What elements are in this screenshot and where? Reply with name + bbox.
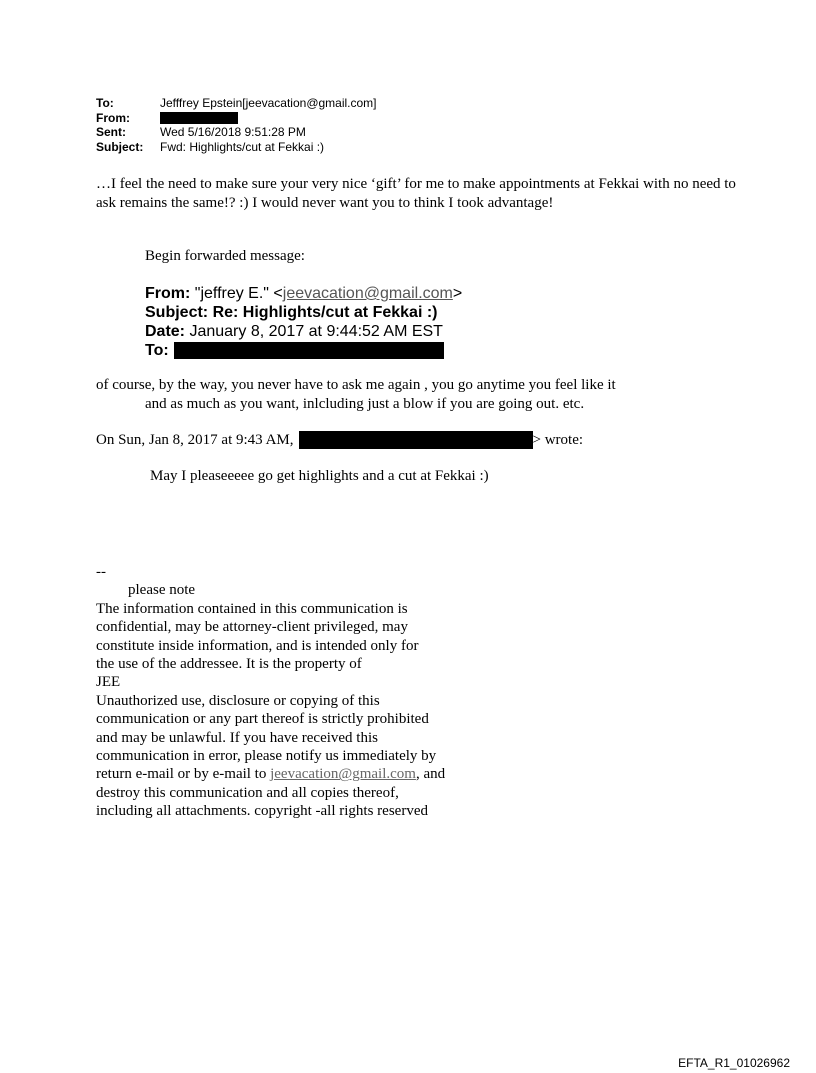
signature-dashes: -- [96,564,106,580]
forwarded-from-name: "jeffrey E." < [190,285,283,302]
disclaimer-block [96,563,445,821]
disclaimer-line: including all attachments. copyright -all rights reserved [96,803,428,820]
header-to-label: To: [96,96,114,110]
disclaimer-email-suffix: , and [415,766,446,783]
disclaimer-line: Unauthorized use, disclosure or copying of this [96,692,380,709]
disclaimer-line: communication in error, please notify us immediately by [96,748,437,765]
disclaimer-email-prefix: return e-mail or by e-mail to [96,766,271,783]
header-to-value: Jefffrey Epstein[jeevacation@gmail.com] [160,96,377,110]
quote-attribution-suffix: > wrote: [532,431,584,448]
forwarded-date-label: Date: [145,323,186,340]
forwarded-to-label: To: [145,342,169,359]
forwarded-from-row [145,284,462,303]
redaction-bar [174,342,444,359]
quote-attribution-prefix: On Sun, Jan 8, 2017 at 9:43 AM, [96,431,294,448]
quote-attribution [96,431,583,449]
document-id: EFTA_R1_01026962 [678,1056,790,1070]
header-sent-value: Wed 5/16/2018 9:51:28 PM [160,125,306,139]
header-subject-value: Fwd: Highlights/cut at Fekkai :) [160,139,325,154]
header-subject-label: Subject: [96,139,144,154]
disclaimer-line [96,765,445,783]
forwarded-date-row [145,322,462,341]
header-from-row [96,111,377,126]
redaction-bar [160,112,238,124]
forwarded-subject-value: Re: Highlights/cut at Fekkai :) [208,304,438,321]
disclaimer-line: JEE [96,674,121,691]
forwarded-from-label: From: [145,285,191,302]
disclaimer-line: constitute inside information, and is intended only for [96,637,419,654]
forwarded-from-close: > [452,285,463,302]
disclaimer-line: The information contained in this communication is [96,600,408,617]
begin-forwarded-label: Begin forwarded message: [145,248,305,264]
signature-note: please note [128,582,196,599]
header-sent-label: Sent: [96,125,126,139]
header-sent-row [96,125,377,140]
forwarded-date-value: January 8, 2017 at 9:44:52 AM EST [185,323,443,340]
message-paragraph: …I feel the need to make sure your very nice ‘gift’ for me to make appointments at Fekkai with no need to ask remains the same!? :) I would never want you to think I took advantage! [96,176,736,211]
quoted-message: May I pleaseeeee go get highlights and a cut at Fekkai :) [150,468,489,484]
header-subject-row [96,140,377,155]
reply-line: of course, by the way, you never have to ask me again , you go anytime you feel like it [96,377,616,393]
forwarded-subject-label: Subject: [145,304,209,321]
disclaimer-line: destroy this communication and all copies thereof, [96,784,399,801]
reply-paragraph [96,376,616,414]
forwarded-header [145,284,462,360]
forwarded-from-email-link[interactable]: jeevacation@gmail.com [282,285,453,302]
header-to-row [96,96,377,111]
email-header [96,96,377,154]
header-from-label: From: [96,110,130,125]
disclaimer-line: the use of the addressee. It is the property of [96,656,362,673]
disclaimer-line: confidential, may be attorney-client privileged, may [96,619,408,636]
disclaimer-email-link[interactable]: jeevacation@gmail.com [270,766,416,783]
reply-line: and as much as you want, inlcluding just a blow if you are going out. etc. [145,396,585,412]
disclaimer-line: and may be unlawful. If you have received this [96,729,378,746]
disclaimer-line: communication or any part thereof is strictly prohibited [96,711,429,728]
forwarded-subject-row [145,303,462,322]
forwarded-to-row [145,341,462,360]
redaction-bar [299,431,533,449]
